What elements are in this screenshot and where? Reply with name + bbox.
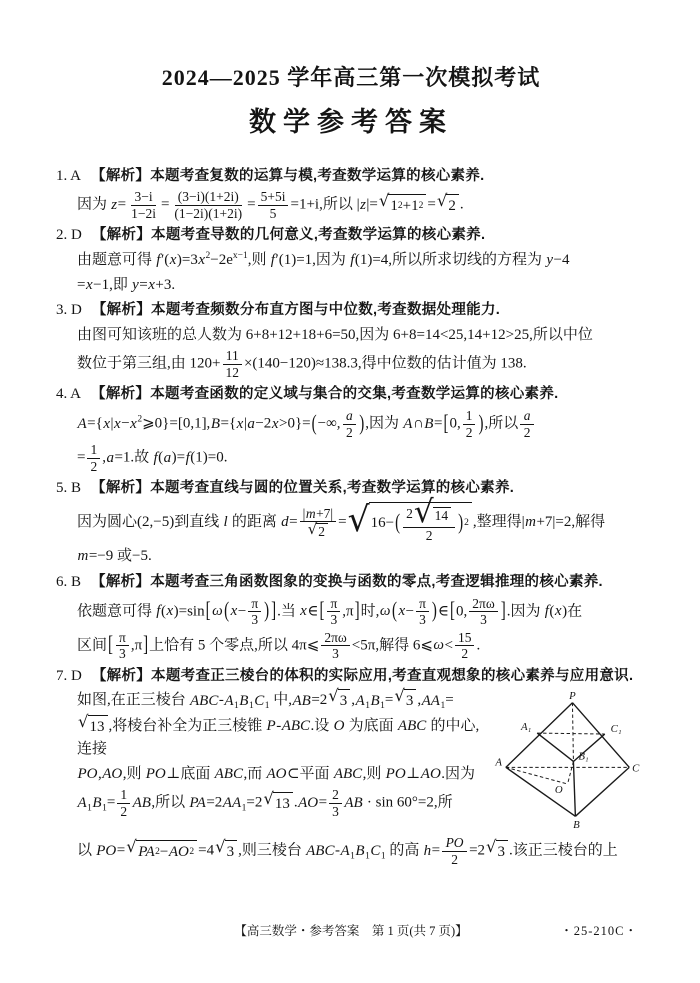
question-header <box>56 477 646 500</box>
page-title: 2024—2025 学年高三第一次模拟考试 <box>161 65 541 90</box>
fraction: $\frac{1}{2}$ <box>87 442 100 474</box>
fraction: $\frac{2\pi\omega}{3}$ <box>321 630 349 662</box>
question-header <box>56 383 646 406</box>
question-body <box>56 493 646 568</box>
frustum-pyramid-figure <box>494 689 646 831</box>
solution-line: 因为圆心(2,−5)到直线 l 的距离 d= |m+7| √ 2 = √ 16− ( 2 √ 14 2 ) 2 ,整理得|m+7|=2,解得 <box>77 493 606 543</box>
question-body <box>56 686 646 867</box>
square-root: √ 13 <box>78 715 108 739</box>
square-root: √ 16− ( 2 √ 14 2 ) 2 <box>348 502 472 543</box>
analysis-heading: 【解析】本题考查频数分布直方图与中位数,考查数据处理能力. <box>91 302 501 319</box>
answer-number: 6. B <box>56 573 82 590</box>
analysis-heading: 【解析】本题考查三角函数图象的变换与函数的零点,考查逻辑推理的核心素养. <box>91 573 603 590</box>
question-4 <box>56 383 646 474</box>
question-3 <box>56 299 646 380</box>
fraction: $\frac{11}{12}$ <box>222 348 242 380</box>
figure-label-B1: B₁ <box>578 750 589 763</box>
answer-number: 5. B <box>56 480 82 497</box>
square-root: √ 3 <box>394 689 416 713</box>
square-root: √ 2 <box>437 194 459 218</box>
question-header <box>56 224 646 247</box>
figure-label-A: A <box>495 756 502 769</box>
solution-line: 由题意可得 $f'(x)=3x^2-2e^{x-1}$,则 f′(1)=1,因为 f(1)=4,所以所求切线的方程为 y−4 <box>77 251 570 269</box>
fraction: $\frac{PO}{2}$ <box>442 835 467 867</box>
question-6 <box>56 571 646 662</box>
square-root: √ 1 2 +1 2 <box>379 194 426 218</box>
square-root: √ PA 2 − AO 2 <box>126 840 197 864</box>
question-header <box>56 571 646 594</box>
question-header <box>56 665 646 688</box>
question-body <box>56 324 646 381</box>
fraction: $\frac{a}{2}$ <box>343 408 357 440</box>
square-root: √ 13 <box>263 792 293 816</box>
question-body <box>56 189 646 221</box>
page-subtitle: 数学参考答案 <box>249 106 453 137</box>
footer-page-info: 【高三数学・参考答案 第 1 页(共 7 页)】 <box>234 924 468 938</box>
figure-label-C: C <box>632 762 640 775</box>
answer-number: 4. A <box>56 386 82 403</box>
square-root: √ 3 <box>328 689 350 713</box>
answer-number: 3. D <box>56 302 82 319</box>
answers-list <box>56 165 646 868</box>
fraction: $\frac{\pi}{3}$ <box>116 630 129 662</box>
question-1 <box>56 165 646 222</box>
fraction: $\frac{5+5i}{5}$ <box>258 189 289 221</box>
figure-label-C1: C₁ <box>610 723 622 736</box>
question-header <box>56 165 646 188</box>
solution-line: 因为 z= $\frac{3-i}{1-2i}$ = $\frac{(3-i)(1+2i)}{(1-2i)(1+2i)}$ = $\frac{5+5i}{5}$ =1+i,所以 |z|= √ 1 2 +1 2 = √ 2 . <box>77 189 464 221</box>
solution-line: 依题意可得 f(x)=sin[ ω ( x− $\frac{\pi}{3}$ ) ].当 x∈[ $\frac{\pi}{3}$ ,π]时,ω ( x− $\frac{\pi}{3}$ )∈[0, $\frac{2\pi\omega}{3}$ ].因为 f(x)在 <box>77 595 583 628</box>
question-body <box>56 408 646 474</box>
analysis-heading: 【解析】本题考查直线与圆的位置关系,考查数学运算的核心素养. <box>91 480 515 497</box>
solution-line: √ 13 ,将棱台补全为正三棱锥 P-ABC.设 O 为底面 ABC 的中心,连接 <box>77 711 480 758</box>
fraction: $\frac{15}{2}$ <box>455 630 475 662</box>
question-body <box>56 249 646 296</box>
solution-line: =x−1,即 y=x+3. <box>77 276 176 293</box>
fraction: $\frac{2}{3}$ <box>329 787 342 819</box>
solution-line: 区间[ $\frac{\pi}{3}$ ,π]上恰有 5 个零点,所以 4π⩽ $\frac{2\pi\omega}{3}$ <5π,解得 6⩽ω< $\frac{15}{2}$ . <box>77 629 481 662</box>
fraction: $\frac{\pi}{3}$ <box>248 596 261 628</box>
solution-line: 由图可知该班的总人数为 6+8+12+18+6=50,因为 6+8=14<25,14+12>25,所以中位 <box>77 326 593 343</box>
question-header <box>56 299 646 322</box>
fraction: $\frac{3-i}{1-2i}$ <box>131 189 156 221</box>
fraction: $\frac{\pi}{3}$ <box>327 596 340 628</box>
analysis-heading: 【解析】本题考查正三棱台的体积的实际应用,考查直观想象的核心素养与应用意识. <box>91 667 634 684</box>
fraction: $\frac{1}{2}$ <box>117 787 130 819</box>
analysis-heading: 【解析】本题考查函数的定义域与集合的交集,考查数学运算的核心素养. <box>91 386 559 403</box>
fraction: |m+7| √ 2 <box>300 506 337 540</box>
solution-line: m=−9 或−5. <box>77 548 152 565</box>
fraction: 2 √ 14 2 <box>403 503 455 543</box>
fraction: $\frac{1}{2}$ <box>463 408 476 440</box>
fraction: $\frac{a}{2}$ <box>520 408 534 440</box>
fraction: $\frac{2\pi\omega}{3}$ <box>469 596 497 628</box>
analysis-heading: 【解析】本题考查复数的运算与模,考查数学运算的核心素养. <box>91 167 485 184</box>
analysis-heading: 【解析】本题考查导数的几何意义,考查数学运算的核心素养. <box>91 227 486 244</box>
square-root: √ 2 <box>308 523 328 540</box>
page-footer <box>56 921 646 939</box>
solution-line: PO,AO,则 PO⊥底面 ABC,而 AO⊂平面 ABC,则 PO⊥AO.因为 <box>77 765 476 782</box>
question-7 <box>56 665 646 868</box>
solution-line: = $\frac{1}{2}$ ,a=1.故 f(a)=f(1)=0. <box>77 442 228 474</box>
figure-label-O: O <box>554 784 563 797</box>
solution-line: 如图,在正三棱台 ABC-$A_1B_1C_1$ 中,AB=2 √ 3 $,A_1B_1=$ √ 3 $,AA_1=$ <box>77 686 454 712</box>
figure-label-P: P <box>569 690 576 703</box>
figure-label-B: B <box>573 819 580 832</box>
figure-container <box>494 689 646 831</box>
figure-label-A1: A₁ <box>520 721 532 734</box>
square-root: √ 3 <box>486 840 508 864</box>
solution-line: $A=\{x|x-x^2⩾0\}=[0,1],B=\{x|a-2x>0\}=(-\infty$, $\frac{a}{2}$ ),因为 A∩B=[0, $\frac{1}{2}$ ),所以 $\frac{a}{2}$ <box>56 408 646 440</box>
footer-exam-code: ・25-210C・ <box>560 924 638 938</box>
question-5 <box>56 477 646 568</box>
answer-number: 1. A <box>56 167 82 184</box>
solution-line: 以 PO= √ PA 2 − AO 2 =4 √ 3 ,则三棱台 ABC-$A_1B_1C_1$ 的高 h= $\frac{PO}{2}$ =2 √ 3 .该正三棱台的上 <box>77 835 618 867</box>
solution-line: $A_1B_1=$ $\frac{1}{2}$ AB,所以 $PA=2AA_1=2$ √ 13 .AO= $\frac{2}{3}$ AB · sin 60°=2,所 <box>77 787 453 819</box>
question-2 <box>56 224 646 296</box>
square-root: √ 14 <box>414 503 451 527</box>
fraction: $\frac{(3-i)(1+2i)}{(1-2i)(1+2i)}$ <box>174 189 243 221</box>
fraction: $\frac{\pi}{3}$ <box>416 596 429 628</box>
question-body <box>56 596 646 662</box>
solution-line: 数位于第三组,由 120+ $\frac{11}{12}$ ×(140−120)≈138.3,得中位数的估计值为 138. <box>77 348 527 380</box>
square-root: √ 3 <box>215 840 237 864</box>
answer-number: 7. D <box>56 667 82 684</box>
answer-number: 2. D <box>56 227 82 244</box>
